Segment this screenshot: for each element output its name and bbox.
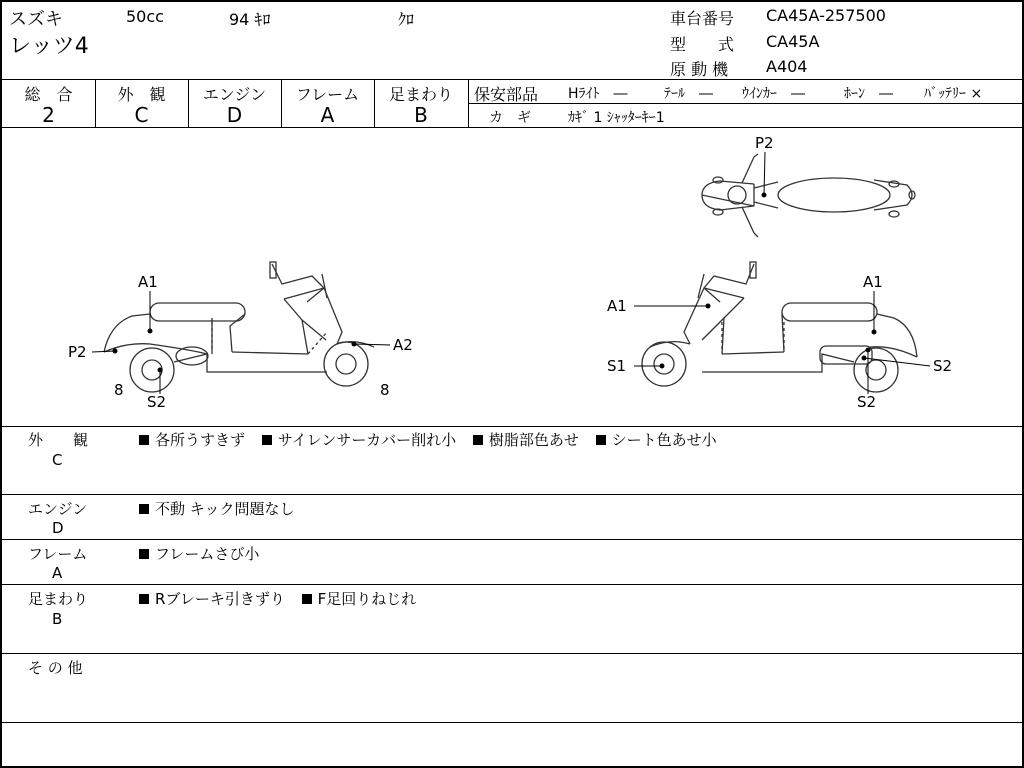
scooter-top-view <box>702 154 915 237</box>
note-suspension-grade: B <box>52 610 63 628</box>
grade-total-label: 総 合 <box>24 85 73 104</box>
equipment-horn: ﾎｰﾝ ― <box>844 86 893 102</box>
grade-frame-value: A <box>320 103 335 127</box>
note-engine-items <box>139 498 306 519</box>
maker: スズキ <box>9 9 63 30</box>
grade-engine-label: エンジン <box>202 85 267 104</box>
equipment-winker: ｳｲﾝｶｰ ― <box>742 86 805 102</box>
key-value: ｶｷﾞ 1 ｼｬｯﾀｰｷｰ1 <box>568 110 665 126</box>
note-item: サイレンサーカバー削れ小 <box>262 431 456 449</box>
note-engine-label: エンジン <box>28 500 88 518</box>
note-exterior-grade: C <box>52 451 63 469</box>
divider <box>2 494 1022 495</box>
color: ｸﾛ <box>398 10 415 29</box>
note-exterior-label: 外 観 <box>28 431 89 449</box>
grade-frame-label: フレーム <box>295 85 360 104</box>
divider <box>468 103 1022 104</box>
key-label: カ ギ <box>489 110 531 126</box>
mark-right-s2-side: S2 <box>933 357 953 375</box>
mark-left-8-rear: 8 <box>114 381 124 399</box>
mark-left-8-front: 8 <box>380 381 390 399</box>
note-item: フレームさび小 <box>139 545 259 563</box>
model-name: レッツ4 <box>9 34 89 59</box>
equipment-taillight: ﾃｰﾙ ― <box>664 86 713 102</box>
damage-diagram <box>2 128 1022 426</box>
mark-top-p2: P2 <box>755 134 774 152</box>
note-item: 不動 キック問題なし <box>139 500 294 518</box>
mark-right-a1-front: A1 <box>607 297 627 315</box>
note-engine-grade: D <box>52 519 64 537</box>
grade-suspension-value: B <box>414 103 428 127</box>
mark-left-a2: A2 <box>393 336 413 354</box>
mark-right-a1-rear: A1 <box>863 273 883 291</box>
engine-label: 原 動 機 <box>670 60 729 79</box>
grade-suspension-label: 足まわり <box>388 85 453 104</box>
mileage: 94 ｷﾛ <box>229 10 271 29</box>
note-frame-grade: A <box>52 564 63 582</box>
note-suspension-items <box>139 588 428 609</box>
note-other-label: そ の 他 <box>28 659 83 677</box>
divider <box>2 426 1022 427</box>
divider <box>2 539 1022 540</box>
equipment-headlight: Hﾗｲﾄ ― <box>568 86 628 102</box>
mark-right-s2-bottom: S2 <box>857 393 877 411</box>
grade-exterior-label: 外 観 <box>117 85 166 104</box>
note-item: F足回りねじれ <box>302 590 417 608</box>
note-item: 各所うすきず <box>139 431 245 449</box>
divider <box>2 79 1022 80</box>
note-item: 樹脂部色あせ <box>473 431 579 449</box>
mark-left-a1: A1 <box>138 273 158 291</box>
note-frame-label: フレーム <box>28 545 88 563</box>
equipment-battery: ﾊﾞｯﾃﾘｰ × <box>924 86 983 102</box>
frame-no-value: CA45A-257500 <box>766 6 886 25</box>
mark-right-s1: S1 <box>607 357 627 375</box>
note-item: Rブレーキ引きずり <box>139 590 285 608</box>
divider <box>2 584 1022 585</box>
note-item: シート色あせ小 <box>596 431 717 449</box>
frame-no-label: 車台番号 <box>670 9 735 28</box>
mark-left-p2: P2 <box>68 343 87 361</box>
note-frame-items <box>139 543 271 564</box>
displacement: 50cc <box>126 7 164 26</box>
note-suspension-label: 足まわり <box>28 590 89 608</box>
type-value: CA45A <box>766 32 820 51</box>
grade-total-value: 2 <box>42 103 55 127</box>
engine-value: A404 <box>766 57 808 76</box>
divider <box>2 722 1022 723</box>
grade-engine-value: D <box>226 103 243 127</box>
divider <box>2 653 1022 654</box>
type-label: 型 式 <box>670 35 735 54</box>
divider <box>468 79 469 127</box>
equipment-title: 保安部品 <box>474 85 539 104</box>
mark-left-s2: S2 <box>147 393 167 411</box>
note-exterior-items <box>139 429 729 450</box>
grade-exterior-value: C <box>134 103 149 127</box>
